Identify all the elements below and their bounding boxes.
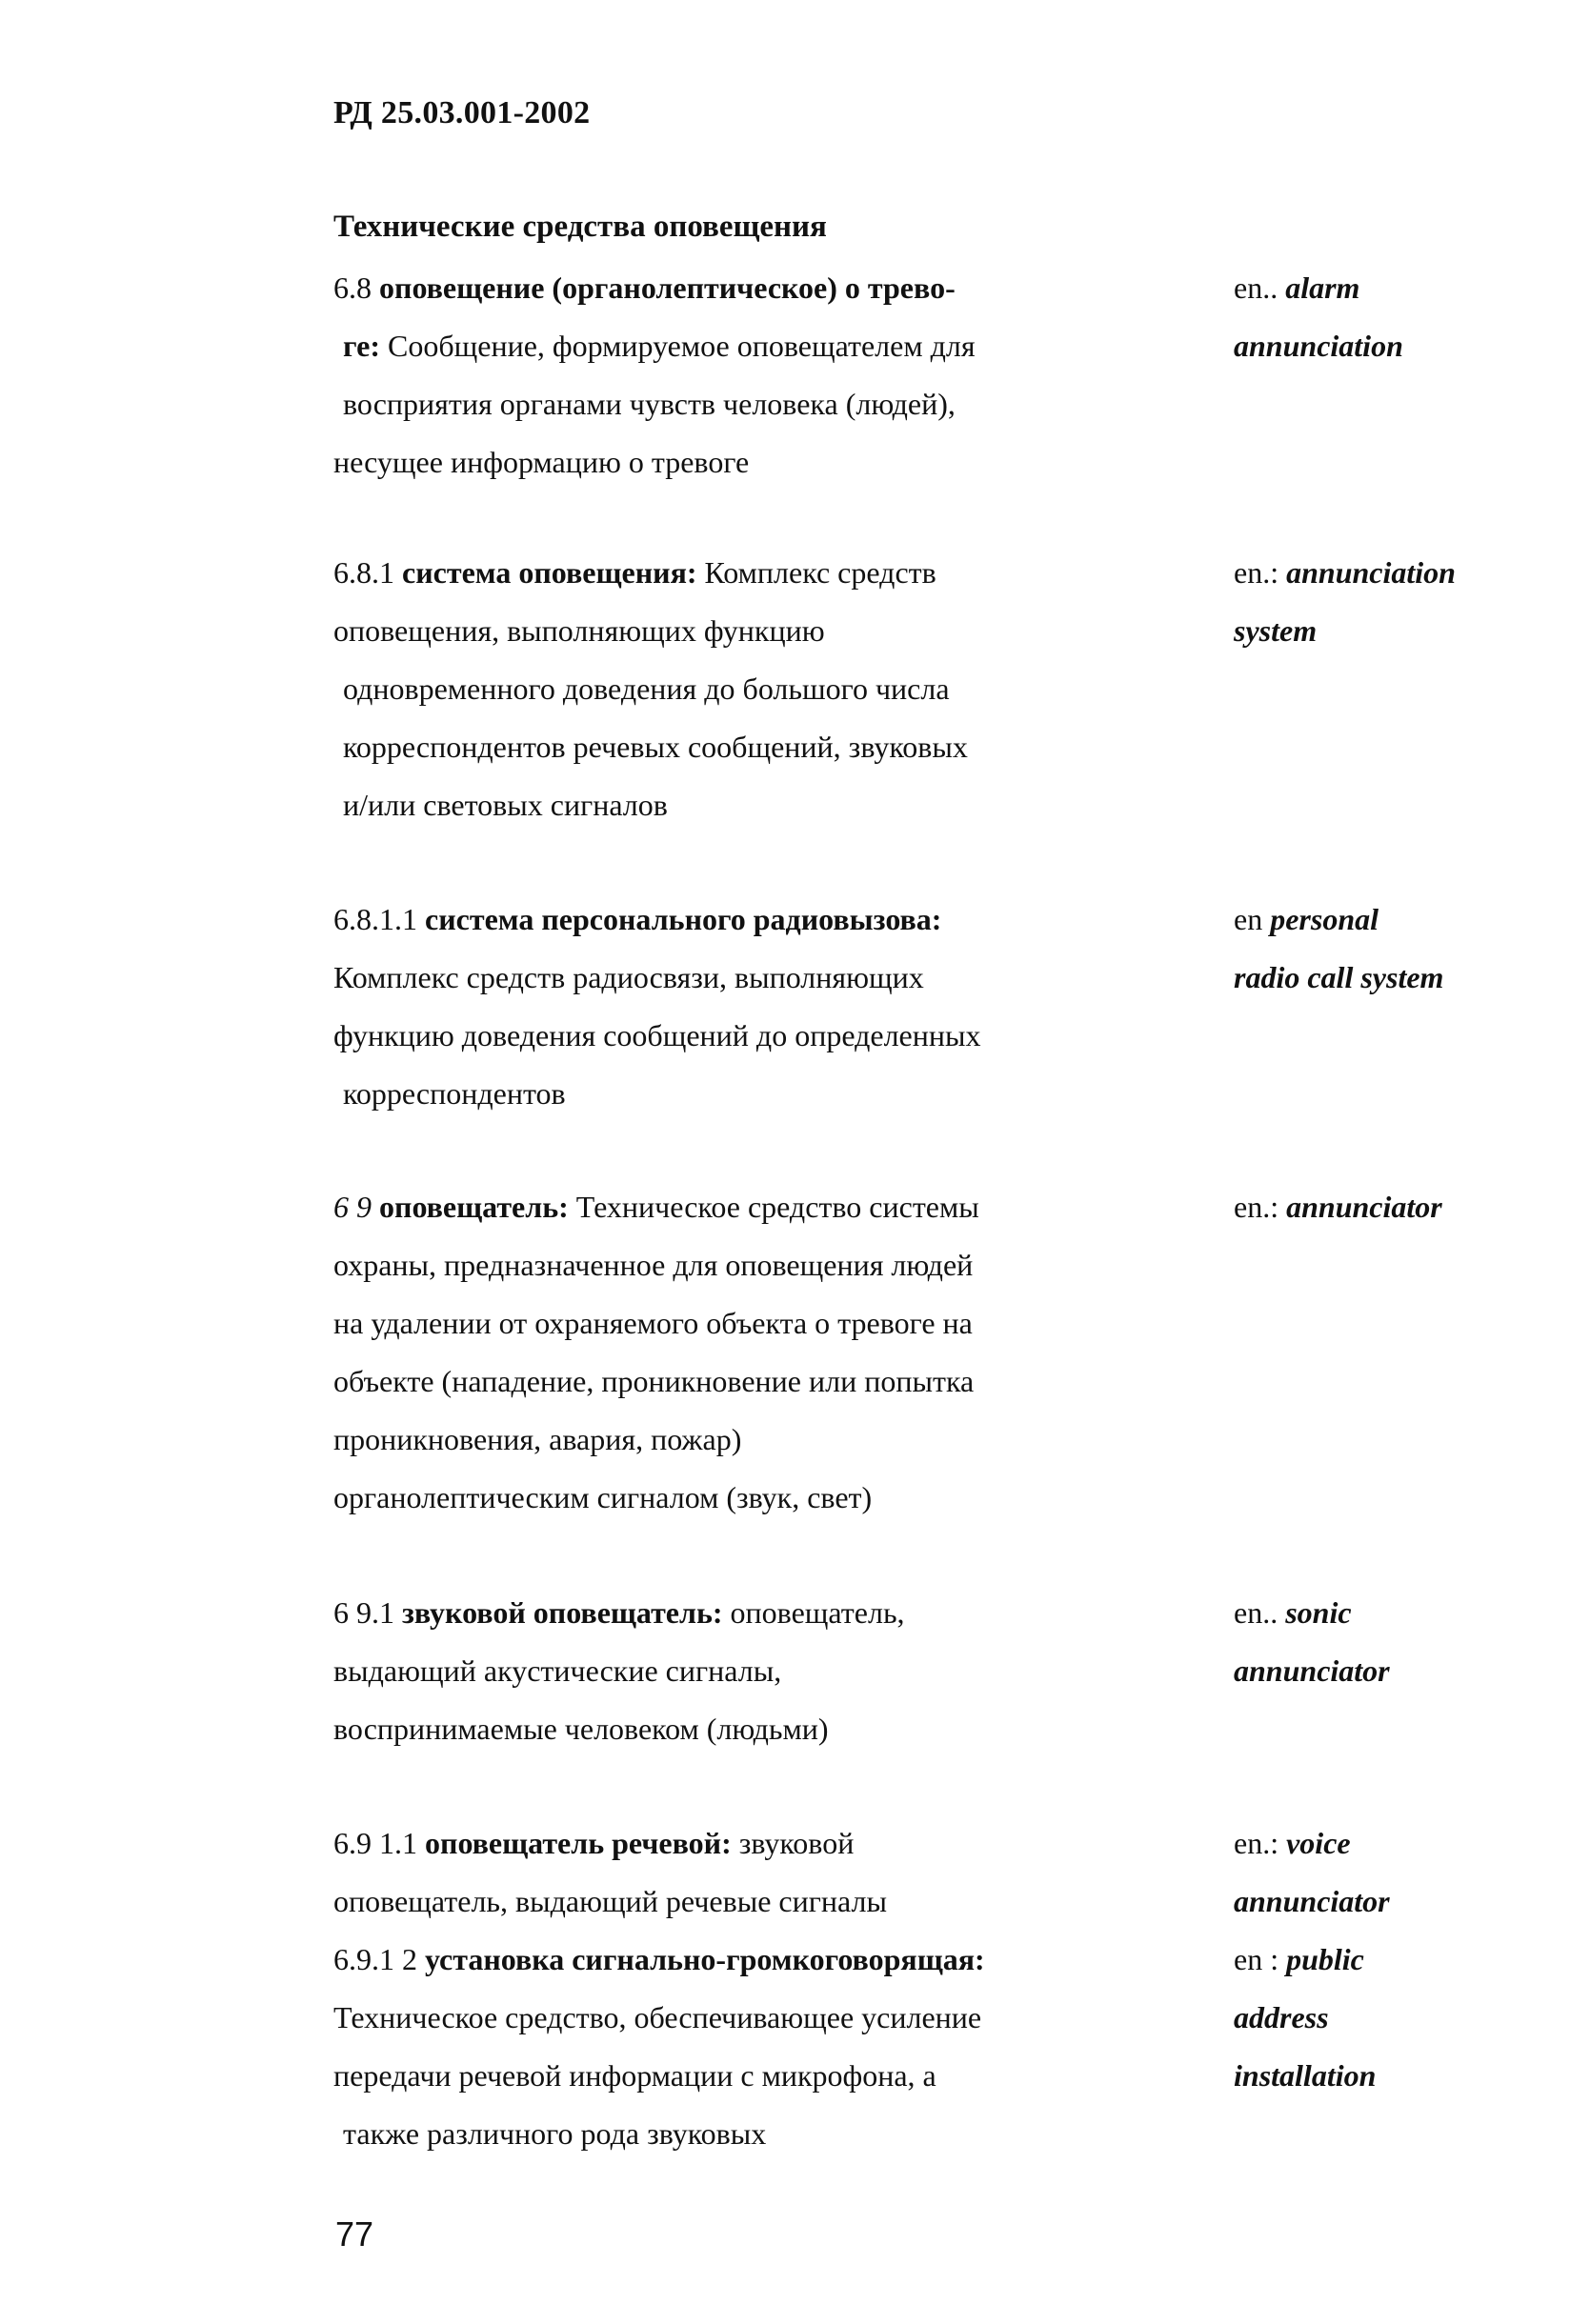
term-name: звуковой оповещатель: — [402, 1595, 723, 1630]
definition-line: несущее информацию о тревоге — [333, 445, 750, 479]
term-number: 6.8.1 — [333, 555, 394, 590]
term-name: оповещатель речевой: — [425, 1826, 732, 1860]
en-term: alarm — [1285, 270, 1360, 305]
en-term: radio call system — [1234, 960, 1444, 994]
en-prefix: en.: — [1234, 1826, 1279, 1860]
definition-line: органолептическим сигналом (звук, свет) — [333, 1480, 873, 1514]
definition-line: оповещатель, выдающий речевые сигналы — [333, 1884, 887, 1918]
document-code: РД 25.03.001-2002 — [333, 95, 591, 130]
definition-line: звуковой — [731, 1826, 855, 1860]
term-definition — [333, 1584, 1067, 1758]
definition-line: Техническое средство системы — [568, 1190, 979, 1224]
en-prefix: en.: — [1234, 555, 1279, 590]
definition-line: охраны, предназначенное для оповещения людей — [333, 1248, 974, 1282]
definition-line: Комплекс средств — [696, 555, 936, 590]
term-number: 6.9.1 2 — [333, 1942, 417, 1976]
definition-line: объекте (нападение, проникновение или попытка — [333, 1364, 975, 1398]
en-term: annunciation — [1234, 329, 1403, 363]
term-definition — [333, 1931, 1067, 2163]
definition-line: Сообщение, формируемое оповещателем для — [379, 329, 976, 363]
term-definition — [333, 1814, 1067, 1931]
en-prefix: en.. — [1234, 1595, 1278, 1630]
term-name: оповещатель: — [379, 1190, 569, 1224]
en-term: installation — [1234, 2058, 1377, 2093]
term-number: 6.8.1.1 — [333, 902, 417, 936]
english-equivalent — [1234, 1584, 1539, 1700]
definition-line: передачи речевой информации с микрофона, а — [333, 2058, 936, 2093]
definition-line: также различного рода звуковых — [343, 2116, 767, 2151]
english-equivalent — [1234, 1931, 1539, 2105]
term-number: 6.8 — [333, 270, 372, 305]
definition-line: на удалении от охраняемого объекта о тревоге на — [333, 1306, 973, 1340]
en-term: voice — [1286, 1826, 1351, 1860]
term-name: система персонального радиовызова: — [425, 902, 942, 936]
definition-line: и/или световых сигналов — [343, 788, 668, 822]
definition-line: оповещатель, — [722, 1595, 905, 1630]
definition-line: восприятия органами чувств человека (людей), — [343, 387, 956, 421]
definition-line: Техническое средство, обеспечивающее усиление — [333, 2000, 982, 2034]
definition-line: Комплекс средств радиосвязи, выполняющих — [333, 960, 924, 994]
definition-line: функцию доведения сообщений до определенных — [333, 1018, 981, 1052]
en-term: system — [1234, 613, 1318, 648]
term-name: система оповещения: — [402, 555, 697, 590]
english-equivalent — [1234, 891, 1539, 1007]
english-equivalent — [1234, 1814, 1539, 1931]
en-term: annunciator — [1286, 1190, 1442, 1224]
en-term: address — [1234, 2000, 1329, 2034]
definition-line: выдающий акустические сигналы, — [333, 1653, 782, 1688]
definition-line: проникновения, авария, пожар) — [333, 1422, 742, 1456]
en-term: personal — [1270, 902, 1379, 936]
definition-line: одновременного доведения до большого числа — [343, 671, 950, 706]
en-term: sonic — [1285, 1595, 1352, 1630]
term-name: установка сигнально-громкоговорящая: — [425, 1942, 985, 1976]
english-equivalent — [1234, 544, 1539, 660]
en-term: annunciation — [1286, 555, 1456, 590]
en-prefix: en.: — [1234, 1190, 1279, 1224]
en-term: annunciator — [1234, 1884, 1390, 1918]
term-definition — [333, 1178, 1067, 1527]
term-name-continuation: ге: — [343, 329, 380, 363]
en-prefix: en : — [1234, 1942, 1279, 1976]
definition-line: корреспондентов речевых сообщений, звуковых — [343, 730, 968, 764]
english-equivalent — [1234, 259, 1539, 375]
term-number: 6 9 — [333, 1190, 372, 1224]
en-term: public — [1286, 1942, 1364, 1976]
term-number: 6.9 1.1 — [333, 1826, 417, 1860]
term-definition — [333, 544, 1067, 834]
term-definition — [333, 259, 1067, 491]
term-definition — [333, 891, 1067, 1123]
definition-line: воспринимаемые человеком (людьми) — [333, 1712, 829, 1746]
english-equivalent — [1234, 1178, 1539, 1236]
en-prefix: en.. — [1234, 270, 1278, 305]
term-number: 6 9.1 — [333, 1595, 394, 1630]
definition-line: оповещения, выполняющих функцию — [333, 613, 825, 648]
definition-line: корреспондентов — [343, 1076, 566, 1111]
term-name: оповещение (органолептическое) о трево- — [379, 270, 956, 305]
page-number: 77 — [335, 2214, 374, 2254]
section-title: Технические средства оповещения — [333, 210, 827, 244]
en-prefix: en — [1234, 902, 1263, 936]
en-term: annunciator — [1234, 1653, 1390, 1688]
